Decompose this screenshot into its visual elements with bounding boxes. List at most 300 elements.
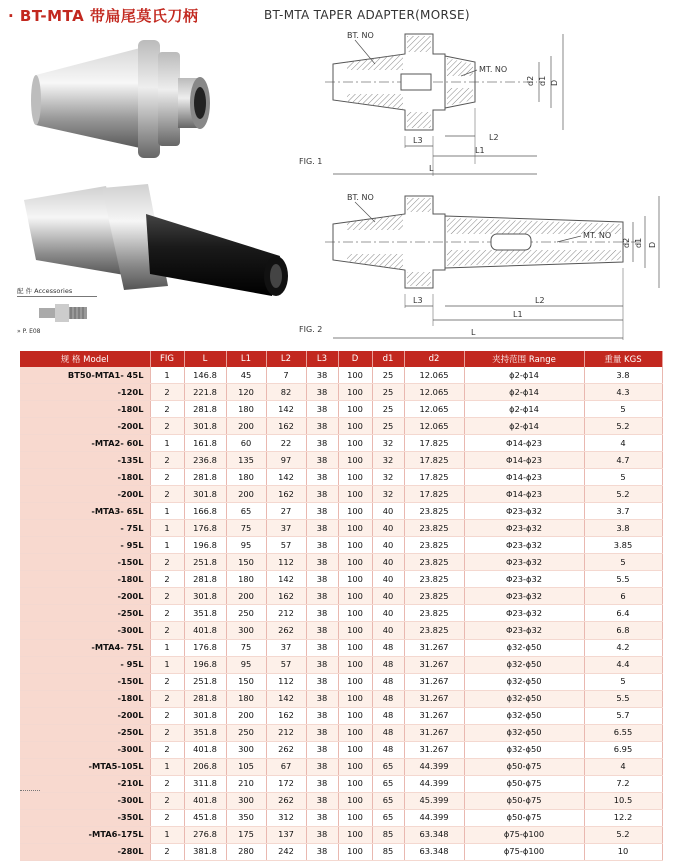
table-cell: 200 <box>226 588 266 605</box>
table-cell: 25 <box>372 418 404 435</box>
table-header-row <box>20 351 662 367</box>
table-cell: 262 <box>266 741 306 758</box>
table-cell: 38 <box>306 571 338 588</box>
table-cell: ϕ50-ϕ75 <box>464 792 584 809</box>
table-row <box>20 826 662 843</box>
fig2-L-label: L <box>471 328 476 337</box>
table-row <box>20 792 662 809</box>
table-cell: 95 <box>226 537 266 554</box>
table-cell: 7.2 <box>584 775 662 792</box>
table-cell: 5.2 <box>584 418 662 435</box>
model-cell: -200L <box>20 588 150 605</box>
table-cell: 38 <box>306 469 338 486</box>
table-cell: 38 <box>306 418 338 435</box>
model-cell: -MTA2- 60L <box>20 435 150 452</box>
table-cell: 142 <box>266 401 306 418</box>
table-cell: 212 <box>266 724 306 741</box>
model-cell: -280L <box>20 843 150 860</box>
table-cell: 7 <box>266 367 306 384</box>
table-cell: 100 <box>338 520 372 537</box>
model-cell: -120L <box>20 384 150 401</box>
table-cell: 451.8 <box>184 809 226 826</box>
table-cell: 38 <box>306 554 338 571</box>
fig2-mtno-label: MT. NO <box>583 231 612 240</box>
model-cell: -180L <box>20 469 150 486</box>
table-row <box>20 622 662 639</box>
technical-drawing-fig1 <box>295 24 675 182</box>
table-cell: Φ23-ϕ32 <box>464 622 584 639</box>
model-cell: -150L <box>20 673 150 690</box>
table-cell: 40 <box>372 554 404 571</box>
table-cell: 2 <box>150 401 184 418</box>
table-row <box>20 843 662 860</box>
table-cell: 100 <box>338 435 372 452</box>
table-cell: Φ23-ϕ32 <box>464 571 584 588</box>
table-cell: 100 <box>338 537 372 554</box>
table-cell: 100 <box>338 571 372 588</box>
table-cell: 25 <box>372 401 404 418</box>
product-photo-short <box>28 30 228 170</box>
fig1-L3-label: L3 <box>413 136 423 145</box>
table-cell: 38 <box>306 741 338 758</box>
table-row <box>20 741 662 758</box>
table-row <box>20 639 662 656</box>
fig2-btno-label: BT. NO <box>347 193 374 202</box>
fig2-d2-label: d2 <box>622 237 631 248</box>
table-cell: 162 <box>266 707 306 724</box>
table-cell: 23.825 <box>404 605 464 622</box>
table-cell: 38 <box>306 792 338 809</box>
table-cell: 1 <box>150 656 184 673</box>
table-cell: 12.2 <box>584 809 662 826</box>
table-cell: ϕ2-ϕ14 <box>464 401 584 418</box>
table-cell: 17.825 <box>404 452 464 469</box>
table-cell: 2 <box>150 588 184 605</box>
table-cell: 27 <box>266 503 306 520</box>
table-cell: 166.8 <box>184 503 226 520</box>
model-cell: - 95L <box>20 537 150 554</box>
table-cell: 351.8 <box>184 605 226 622</box>
table-cell: ϕ32-ϕ50 <box>464 724 584 741</box>
table-cell: 3.7 <box>584 503 662 520</box>
table-cell: 31.267 <box>404 707 464 724</box>
table-cell: 5 <box>584 554 662 571</box>
col-header: d1 <box>372 351 404 367</box>
table-cell: 32 <box>372 435 404 452</box>
table-cell: Φ23-ϕ32 <box>464 503 584 520</box>
table-row <box>20 656 662 673</box>
table-cell: 242 <box>266 843 306 860</box>
table-cell: 2 <box>150 605 184 622</box>
table-cell: 100 <box>338 469 372 486</box>
table-cell: 38 <box>306 639 338 656</box>
table-cell: 236.8 <box>184 452 226 469</box>
model-cell: -MTA4- 75L <box>20 639 150 656</box>
table-cell: 251.8 <box>184 554 226 571</box>
table-cell: 161.8 <box>184 435 226 452</box>
table-row <box>20 384 662 401</box>
table-cell: 100 <box>338 843 372 860</box>
table-row <box>20 367 662 384</box>
table-cell: 45.399 <box>404 792 464 809</box>
table-cell: 65 <box>372 775 404 792</box>
table-cell: ϕ75-ϕ100 <box>464 843 584 860</box>
table-cell: 31.267 <box>404 639 464 656</box>
table-cell: 65 <box>372 809 404 826</box>
table-cell: 262 <box>266 622 306 639</box>
table-cell: 25 <box>372 384 404 401</box>
table-cell: 32 <box>372 452 404 469</box>
table-cell: 1 <box>150 520 184 537</box>
model-cell: - 95L <box>20 656 150 673</box>
col-header: 规 格 Model <box>20 351 150 367</box>
fig2-D-label: D <box>648 241 657 248</box>
table-row <box>20 503 662 520</box>
table-cell: 2 <box>150 571 184 588</box>
table-row <box>20 588 662 605</box>
table-cell: 40 <box>372 537 404 554</box>
table-cell: 65 <box>372 758 404 775</box>
table-cell: Φ23-ϕ32 <box>464 554 584 571</box>
model-cell: BT50-MTA1- 45L <box>20 367 150 384</box>
table-cell: 38 <box>306 656 338 673</box>
table-cell: 3.8 <box>584 367 662 384</box>
table-cell: Φ23-ϕ32 <box>464 520 584 537</box>
table-cell: 251.8 <box>184 673 226 690</box>
table-cell: 4.2 <box>584 639 662 656</box>
table-row <box>20 707 662 724</box>
table-row <box>20 605 662 622</box>
table-cell: 2 <box>150 741 184 758</box>
spec-table <box>20 351 663 861</box>
fig2-L1-label: L1 <box>513 310 523 319</box>
table-cell: 48 <box>372 707 404 724</box>
table-cell: 210 <box>226 775 266 792</box>
table-cell: ϕ2-ϕ14 <box>464 418 584 435</box>
table-cell: 142 <box>266 571 306 588</box>
table-cell: 162 <box>266 418 306 435</box>
table-cell: 100 <box>338 503 372 520</box>
fig1-d1-label: d1 <box>538 75 547 86</box>
table-cell: 301.8 <box>184 588 226 605</box>
table-cell: 100 <box>338 588 372 605</box>
table-cell: 150 <box>226 554 266 571</box>
fig2-L2-label: L2 <box>535 296 545 305</box>
table-cell: 100 <box>338 690 372 707</box>
table-cell: Φ23-ϕ32 <box>464 537 584 554</box>
table-cell: 2 <box>150 724 184 741</box>
table-cell: Φ14-ϕ23 <box>464 452 584 469</box>
table-cell: 2 <box>150 469 184 486</box>
table-cell: 48 <box>372 656 404 673</box>
table-row <box>20 486 662 503</box>
table-cell: 5.5 <box>584 690 662 707</box>
table-cell: ϕ32-ϕ50 <box>464 707 584 724</box>
table-cell: 31.267 <box>404 673 464 690</box>
model-cell: -MTA5-105L <box>20 758 150 775</box>
model-cell: -200L <box>20 707 150 724</box>
table-row <box>20 571 662 588</box>
table-cell: 75 <box>226 520 266 537</box>
table-cell: 276.8 <box>184 826 226 843</box>
table-row <box>20 469 662 486</box>
table-cell: 142 <box>266 690 306 707</box>
table-cell: ϕ32-ϕ50 <box>464 690 584 707</box>
model-cell: -MTA6-175L <box>20 826 150 843</box>
table-cell: 100 <box>338 367 372 384</box>
table-cell: 23.825 <box>404 503 464 520</box>
title-english: BT-MTA TAPER ADAPTER(MORSE) <box>264 8 470 22</box>
table-cell: 1 <box>150 758 184 775</box>
table-body <box>20 367 662 860</box>
table-cell: 281.8 <box>184 571 226 588</box>
table-row <box>20 452 662 469</box>
table-cell: 1 <box>150 639 184 656</box>
fig1-L1-label: L1 <box>475 146 485 155</box>
table-cell: 180 <box>226 401 266 418</box>
table-cell: 2 <box>150 486 184 503</box>
table-cell: 100 <box>338 401 372 418</box>
table-cell: 100 <box>338 656 372 673</box>
table-cell: 31.267 <box>404 724 464 741</box>
pull-stud-icon <box>35 298 95 328</box>
table-cell: 100 <box>338 384 372 401</box>
table-cell: 100 <box>338 826 372 843</box>
footer-dots <box>20 790 40 794</box>
table-cell: 45 <box>226 367 266 384</box>
table-cell: 38 <box>306 775 338 792</box>
table-cell: 37 <box>266 639 306 656</box>
table-cell: 112 <box>266 673 306 690</box>
table-cell: 176.8 <box>184 639 226 656</box>
table-cell: 48 <box>372 690 404 707</box>
table-row <box>20 520 662 537</box>
table-row <box>20 690 662 707</box>
title-chinese: · BT-MTA 带扁尾莫氏刀柄 <box>8 7 199 25</box>
table-cell: 6.95 <box>584 741 662 758</box>
table-cell: 38 <box>306 690 338 707</box>
table-cell: 2 <box>150 843 184 860</box>
table-cell: 25 <box>372 367 404 384</box>
table-cell: 6 <box>584 588 662 605</box>
model-cell: -300L <box>20 792 150 809</box>
table-cell: 48 <box>372 639 404 656</box>
table-cell: 2 <box>150 452 184 469</box>
table-cell: 2 <box>150 707 184 724</box>
model-cell: -210L <box>20 775 150 792</box>
table-cell: 196.8 <box>184 656 226 673</box>
table-cell: 38 <box>306 809 338 826</box>
table-cell: 82 <box>266 384 306 401</box>
table-cell: 100 <box>338 792 372 809</box>
accessories-page-ref: » P. E08 <box>17 328 41 335</box>
table-cell: 401.8 <box>184 622 226 639</box>
table-cell: 23.825 <box>404 520 464 537</box>
fig1-L2-label: L2 <box>489 133 499 142</box>
fig1-label: FIG. 1 <box>299 157 323 166</box>
table-cell: Φ14-ϕ23 <box>464 435 584 452</box>
accessories-title: 配 件 Accessories <box>17 286 97 297</box>
table-cell: 100 <box>338 622 372 639</box>
table-cell: 65 <box>226 503 266 520</box>
table-cell: 6.4 <box>584 605 662 622</box>
table-cell: 100 <box>338 418 372 435</box>
table-cell: ϕ32-ϕ50 <box>464 656 584 673</box>
table-cell: 5 <box>584 673 662 690</box>
col-header: 夹持范围 Range <box>464 351 584 367</box>
table-cell: 172 <box>266 775 306 792</box>
table-cell: 381.8 <box>184 843 226 860</box>
table-cell: 311.8 <box>184 775 226 792</box>
table-cell: 162 <box>266 486 306 503</box>
table-cell: 38 <box>306 843 338 860</box>
table-cell: 1 <box>150 537 184 554</box>
table-cell: 44.399 <box>404 758 464 775</box>
table-cell: 37 <box>266 520 306 537</box>
table-cell: 38 <box>306 503 338 520</box>
table-cell: 38 <box>306 520 338 537</box>
table-row <box>20 435 662 452</box>
table-cell: ϕ75-ϕ100 <box>464 826 584 843</box>
table-cell: 350 <box>226 809 266 826</box>
table-cell: 2 <box>150 418 184 435</box>
table-cell: 100 <box>338 673 372 690</box>
table-cell: 60 <box>226 435 266 452</box>
table-cell: 200 <box>226 486 266 503</box>
table-cell: 40 <box>372 503 404 520</box>
col-header: d2 <box>404 351 464 367</box>
model-cell: -200L <box>20 486 150 503</box>
table-cell: 401.8 <box>184 792 226 809</box>
table-cell: 40 <box>372 605 404 622</box>
fig1-btno-label: BT. NO <box>347 31 374 40</box>
table-cell: 23.825 <box>404 537 464 554</box>
table-cell: 95 <box>226 656 266 673</box>
table-cell: 100 <box>338 486 372 503</box>
table-cell: 250 <box>226 724 266 741</box>
table-cell: 2 <box>150 673 184 690</box>
model-cell: -250L <box>20 724 150 741</box>
table-row <box>20 775 662 792</box>
table-cell: 4.4 <box>584 656 662 673</box>
table-cell: 281.8 <box>184 469 226 486</box>
table-cell: 100 <box>338 605 372 622</box>
table-cell: 100 <box>338 707 372 724</box>
table-row <box>20 554 662 571</box>
table-cell: 100 <box>338 554 372 571</box>
fig1-mtno-label: MT. NO <box>479 65 508 74</box>
table-cell: 146.8 <box>184 367 226 384</box>
table-cell: ϕ2-ϕ14 <box>464 384 584 401</box>
table-cell: 2 <box>150 554 184 571</box>
table-cell: 38 <box>306 401 338 418</box>
table-cell: 180 <box>226 469 266 486</box>
table-cell: 10.5 <box>584 792 662 809</box>
table-cell: ϕ50-ϕ75 <box>464 809 584 826</box>
col-header: L3 <box>306 351 338 367</box>
table-cell: 200 <box>226 418 266 435</box>
table-cell: 196.8 <box>184 537 226 554</box>
table-cell: 100 <box>338 758 372 775</box>
model-cell: -300L <box>20 741 150 758</box>
table-cell: 6.8 <box>584 622 662 639</box>
table-cell: ϕ2-ϕ14 <box>464 367 584 384</box>
table-cell: 23.825 <box>404 588 464 605</box>
table-cell: 4 <box>584 758 662 775</box>
table-cell: 44.399 <box>404 775 464 792</box>
table-cell: ϕ50-ϕ75 <box>464 775 584 792</box>
table-cell: 44.399 <box>404 809 464 826</box>
table-cell: 1 <box>150 367 184 384</box>
table-cell: 17.825 <box>404 469 464 486</box>
table-cell: 38 <box>306 605 338 622</box>
table-cell: 17.825 <box>404 486 464 503</box>
table-cell: 12.065 <box>404 401 464 418</box>
table-cell: 100 <box>338 724 372 741</box>
table-cell: 40 <box>372 622 404 639</box>
table-cell: 180 <box>226 690 266 707</box>
fig1-L-label: L <box>429 164 434 173</box>
table-cell: 105 <box>226 758 266 775</box>
table-cell: 301.8 <box>184 707 226 724</box>
table-cell: Φ14-ϕ23 <box>464 486 584 503</box>
table-cell: Φ14-ϕ23 <box>464 469 584 486</box>
technical-drawing-fig2 <box>295 186 675 346</box>
table-cell: Φ23-ϕ32 <box>464 605 584 622</box>
table-cell: 2 <box>150 792 184 809</box>
table-cell: 38 <box>306 537 338 554</box>
table-cell: 5.2 <box>584 826 662 843</box>
table-cell: 38 <box>306 435 338 452</box>
table-cell: 63.348 <box>404 826 464 843</box>
col-header: L1 <box>226 351 266 367</box>
table-cell: 175 <box>226 826 266 843</box>
table-cell: 6.55 <box>584 724 662 741</box>
table-cell: 38 <box>306 486 338 503</box>
col-header: L <box>184 351 226 367</box>
table-cell: 38 <box>306 707 338 724</box>
table-cell: 48 <box>372 724 404 741</box>
table-cell: 40 <box>372 571 404 588</box>
table-cell: 57 <box>266 537 306 554</box>
table-cell: 100 <box>338 741 372 758</box>
table-cell: 38 <box>306 826 338 843</box>
table-cell: 300 <box>226 741 266 758</box>
table-cell: 31.267 <box>404 656 464 673</box>
table-cell: 23.825 <box>404 554 464 571</box>
table-row <box>20 401 662 418</box>
table-cell: 23.825 <box>404 571 464 588</box>
model-cell: -180L <box>20 690 150 707</box>
fig2-d1-label: d1 <box>634 237 643 248</box>
table-cell: 12.065 <box>404 367 464 384</box>
table-cell: 4.7 <box>584 452 662 469</box>
table-row <box>20 724 662 741</box>
table-cell: 32 <box>372 469 404 486</box>
col-header: D <box>338 351 372 367</box>
table-cell: 401.8 <box>184 741 226 758</box>
table-cell: 63.348 <box>404 843 464 860</box>
table-cell: 100 <box>338 452 372 469</box>
col-header: 重量 KGS <box>584 351 662 367</box>
table-cell: 301.8 <box>184 486 226 503</box>
table-cell: 12.065 <box>404 384 464 401</box>
model-cell: -350L <box>20 809 150 826</box>
table-cell: 1 <box>150 435 184 452</box>
model-cell: -150L <box>20 554 150 571</box>
table-cell: 351.8 <box>184 724 226 741</box>
table-cell: Φ23-ϕ32 <box>464 588 584 605</box>
